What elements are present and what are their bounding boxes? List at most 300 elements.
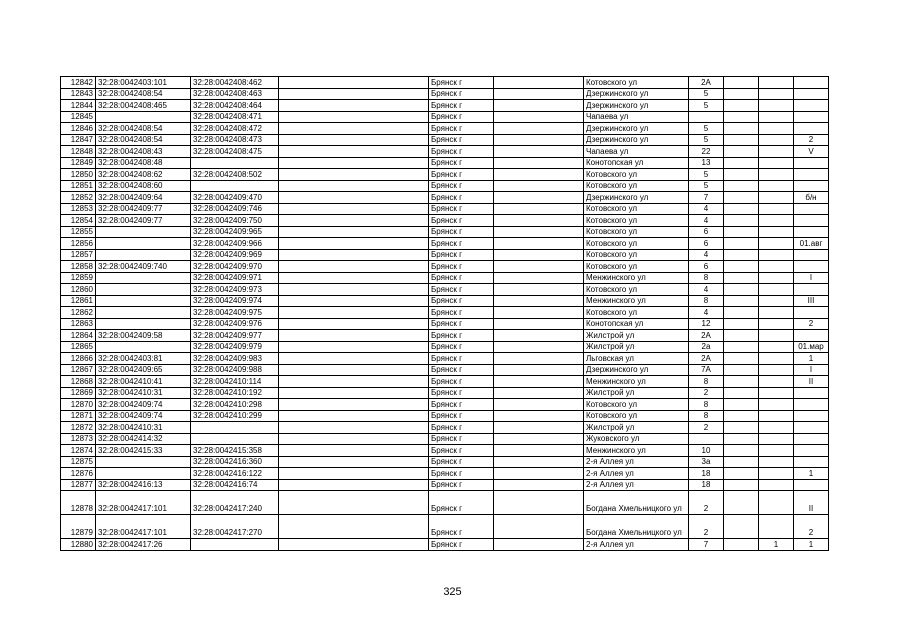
house-cell <box>689 111 724 123</box>
city-cell: Брянск г <box>429 376 494 388</box>
cadastral-number-cell: 32:28:0042409:58 <box>96 330 191 342</box>
street-cell: Котовского ул <box>584 249 689 261</box>
table-row <box>61 295 829 307</box>
empty-cell <box>724 284 759 296</box>
building-cell <box>759 399 794 411</box>
object-cadastral-number-cell: 32:28:0042416:74 <box>191 479 279 491</box>
empty-cell <box>494 387 584 399</box>
house-cell: 5 <box>689 169 724 181</box>
street-cell: Чапаева ул <box>584 146 689 158</box>
street-cell: Конотопская ул <box>584 318 689 330</box>
object-cadastral-number-cell: 32:28:0042417:240 <box>191 491 279 515</box>
flat-cell: I <box>794 272 829 284</box>
empty-cell <box>279 157 429 169</box>
table-row <box>61 272 829 284</box>
street-cell: Котовского ул <box>584 180 689 192</box>
city-cell: Брянск г <box>429 399 494 411</box>
house-cell: 8 <box>689 410 724 422</box>
flat-cell: 2 <box>794 134 829 146</box>
empty-cell <box>279 399 429 411</box>
empty-cell <box>494 491 584 515</box>
building-cell <box>759 192 794 204</box>
object-cadastral-number-cell: 32:28:0042408:502 <box>191 169 279 181</box>
object-cadastral-number-cell: 32:28:0042409:988 <box>191 364 279 376</box>
cadastral-number-cell <box>96 295 191 307</box>
empty-cell <box>724 341 759 353</box>
empty-cell <box>494 318 584 330</box>
empty-cell <box>494 226 584 238</box>
row-number-cell: 12880 <box>61 539 96 551</box>
empty-cell <box>279 111 429 123</box>
empty-cell <box>494 272 584 284</box>
row-number-cell: 12863 <box>61 318 96 330</box>
empty-cell <box>279 169 429 181</box>
table-row <box>61 192 829 204</box>
empty-cell <box>724 77 759 89</box>
building-cell <box>759 272 794 284</box>
house-cell: 4 <box>689 215 724 227</box>
table-row <box>61 88 829 100</box>
empty-cell <box>724 399 759 411</box>
empty-cell <box>724 364 759 376</box>
city-cell: Брянск г <box>429 468 494 480</box>
city-cell: Брянск г <box>429 445 494 457</box>
object-cadastral-number-cell: 32:28:0042415:358 <box>191 445 279 457</box>
empty-cell <box>724 387 759 399</box>
street-cell: Менжинского ул <box>584 295 689 307</box>
empty-cell <box>279 272 429 284</box>
empty-cell <box>279 307 429 319</box>
object-cadastral-number-cell <box>191 539 279 551</box>
flat-cell <box>794 456 829 468</box>
table-row <box>61 330 829 342</box>
empty-cell <box>494 364 584 376</box>
row-number-cell: 12858 <box>61 261 96 273</box>
object-cadastral-number-cell: 32:28:0042409:973 <box>191 284 279 296</box>
empty-cell <box>494 433 584 445</box>
row-number-cell: 12852 <box>61 192 96 204</box>
empty-cell <box>279 123 429 135</box>
city-cell: Брянск г <box>429 261 494 273</box>
cadastral-number-cell: 32:28:0042414:32 <box>96 433 191 445</box>
street-cell: Менжинского ул <box>584 445 689 457</box>
empty-cell <box>494 284 584 296</box>
empty-cell <box>279 134 429 146</box>
empty-cell <box>494 203 584 215</box>
empty-cell <box>279 226 429 238</box>
building-cell <box>759 146 794 158</box>
flat-cell: 2 <box>794 515 829 539</box>
flat-cell: 01.мар <box>794 341 829 353</box>
empty-cell <box>724 468 759 480</box>
house-cell: 2 <box>689 515 724 539</box>
row-number-cell: 12855 <box>61 226 96 238</box>
house-cell: 13 <box>689 157 724 169</box>
house-cell: 2 <box>689 491 724 515</box>
row-number-cell: 12875 <box>61 456 96 468</box>
house-cell: 6 <box>689 226 724 238</box>
city-cell: Брянск г <box>429 353 494 365</box>
empty-cell <box>494 330 584 342</box>
street-cell: Менжинского ул <box>584 272 689 284</box>
cadastral-number-cell: 32:28:0042409:74 <box>96 399 191 411</box>
empty-cell <box>724 157 759 169</box>
object-cadastral-number-cell: 32:28:0042409:971 <box>191 272 279 284</box>
cadastral-number-cell: 32:28:0042409:65 <box>96 364 191 376</box>
building-cell <box>759 307 794 319</box>
empty-cell <box>494 307 584 319</box>
city-cell: Брянск г <box>429 100 494 112</box>
object-cadastral-number-cell: 32:28:0042409:970 <box>191 261 279 273</box>
empty-cell <box>724 422 759 434</box>
house-cell: 5 <box>689 100 724 112</box>
cadastral-number-cell: 32:28:0042408:54 <box>96 88 191 100</box>
object-cadastral-number-cell: 32:28:0042408:475 <box>191 146 279 158</box>
table-row <box>61 307 829 319</box>
empty-cell <box>724 226 759 238</box>
object-cadastral-number-cell: 32:28:0042417:270 <box>191 515 279 539</box>
object-cadastral-number-cell: 32:28:0042409:974 <box>191 295 279 307</box>
row-number-cell: 12843 <box>61 88 96 100</box>
cadastral-number-cell: 32:28:0042403:81 <box>96 353 191 365</box>
page-number: 325 <box>443 586 462 598</box>
table-row <box>61 387 829 399</box>
city-cell: Брянск г <box>429 284 494 296</box>
street-cell: Котовского ул <box>584 215 689 227</box>
house-cell: 5 <box>689 123 724 135</box>
empty-cell <box>724 88 759 100</box>
city-cell: Брянск г <box>429 341 494 353</box>
flat-cell <box>794 261 829 273</box>
house-cell: 5 <box>689 88 724 100</box>
city-cell: Брянск г <box>429 192 494 204</box>
cadastral-number-cell <box>96 307 191 319</box>
flat-cell <box>794 111 829 123</box>
cadastral-number-cell <box>96 226 191 238</box>
house-cell: 7А <box>689 364 724 376</box>
flat-cell <box>794 100 829 112</box>
flat-cell: II <box>794 376 829 388</box>
object-cadastral-number-cell: 32:28:0042409:977 <box>191 330 279 342</box>
cadastral-number-cell: 32:28:0042408:54 <box>96 134 191 146</box>
building-cell <box>759 353 794 365</box>
empty-cell <box>494 111 584 123</box>
city-cell: Брянск г <box>429 238 494 250</box>
table-row <box>61 146 829 158</box>
house-cell: 8 <box>689 376 724 388</box>
table-row <box>61 410 829 422</box>
object-cadastral-number-cell: 32:28:0042410:298 <box>191 399 279 411</box>
cadastral-number-cell <box>96 272 191 284</box>
flat-cell: 1 <box>794 539 829 551</box>
empty-cell <box>494 88 584 100</box>
empty-cell <box>724 479 759 491</box>
street-cell: Дзержинского ул <box>584 364 689 376</box>
building-cell <box>759 157 794 169</box>
row-number-cell: 12864 <box>61 330 96 342</box>
empty-cell <box>494 180 584 192</box>
city-cell: Брянск г <box>429 456 494 468</box>
empty-cell <box>279 238 429 250</box>
object-cadastral-number-cell: 32:28:0042408:471 <box>191 111 279 123</box>
flat-cell <box>794 422 829 434</box>
empty-cell <box>724 491 759 515</box>
city-cell: Брянск г <box>429 295 494 307</box>
table-row <box>61 123 829 135</box>
building-cell <box>759 318 794 330</box>
object-cadastral-number-cell: 32:28:0042409:983 <box>191 353 279 365</box>
table-row <box>61 364 829 376</box>
registry-table <box>60 76 829 551</box>
object-cadastral-number-cell: 32:28:0042409:470 <box>191 192 279 204</box>
cadastral-number-cell: 32:28:0042409:77 <box>96 215 191 227</box>
building-cell <box>759 468 794 480</box>
flat-cell: 1 <box>794 353 829 365</box>
building-cell <box>759 364 794 376</box>
building-cell <box>759 77 794 89</box>
table-row <box>61 399 829 411</box>
empty-cell <box>279 180 429 192</box>
cadastral-number-cell <box>96 318 191 330</box>
street-cell: 2-я Аллея ул <box>584 456 689 468</box>
empty-cell <box>724 539 759 551</box>
row-number-cell: 12861 <box>61 295 96 307</box>
city-cell: Брянск г <box>429 226 494 238</box>
city-cell: Брянск г <box>429 180 494 192</box>
empty-cell <box>279 215 429 227</box>
building-cell <box>759 226 794 238</box>
row-number-cell: 12876 <box>61 468 96 480</box>
empty-cell <box>724 261 759 273</box>
house-cell: 8 <box>689 295 724 307</box>
row-number-cell: 12873 <box>61 433 96 445</box>
empty-cell <box>724 515 759 539</box>
house-cell: 12 <box>689 318 724 330</box>
table-row <box>61 157 829 169</box>
empty-cell <box>279 491 429 515</box>
table-row <box>61 215 829 227</box>
empty-cell <box>279 376 429 388</box>
house-cell: 7 <box>689 539 724 551</box>
empty-cell <box>279 284 429 296</box>
street-cell: Котовского ул <box>584 238 689 250</box>
row-number-cell: 12851 <box>61 180 96 192</box>
flat-cell <box>794 284 829 296</box>
city-cell: Брянск г <box>429 318 494 330</box>
building-cell <box>759 238 794 250</box>
flat-cell <box>794 399 829 411</box>
house-cell: 4 <box>689 249 724 261</box>
cadastral-number-cell <box>96 468 191 480</box>
flat-cell <box>794 249 829 261</box>
street-cell: Менжинского ул <box>584 376 689 388</box>
street-cell: Дзержинского ул <box>584 123 689 135</box>
row-number-cell: 12868 <box>61 376 96 388</box>
city-cell: Брянск г <box>429 364 494 376</box>
cadastral-number-cell: 32:28:0042417:101 <box>96 515 191 539</box>
object-cadastral-number-cell: 32:28:0042416:360 <box>191 456 279 468</box>
table-row <box>61 456 829 468</box>
empty-cell <box>494 468 584 480</box>
house-cell: 2а <box>689 341 724 353</box>
city-cell: Брянск г <box>429 203 494 215</box>
flat-cell: б/н <box>794 192 829 204</box>
empty-cell <box>279 100 429 112</box>
object-cadastral-number-cell: 32:28:0042409:750 <box>191 215 279 227</box>
empty-cell <box>279 456 429 468</box>
city-cell: Брянск г <box>429 479 494 491</box>
house-cell: 4 <box>689 284 724 296</box>
street-cell: 2-я Аллея ул <box>584 479 689 491</box>
table-row <box>61 77 829 89</box>
cadastral-number-cell: 32:28:0042409:74 <box>96 410 191 422</box>
street-cell: Котовского ул <box>584 410 689 422</box>
flat-cell <box>794 387 829 399</box>
city-cell: Брянск г <box>429 77 494 89</box>
flat-cell: 1 <box>794 468 829 480</box>
house-cell: 18 <box>689 479 724 491</box>
row-number-cell: 12844 <box>61 100 96 112</box>
table-row <box>61 284 829 296</box>
table-row <box>61 491 829 515</box>
street-cell: Льговская ул <box>584 353 689 365</box>
house-cell <box>689 433 724 445</box>
flat-cell <box>794 157 829 169</box>
object-cadastral-number-cell <box>191 157 279 169</box>
empty-cell <box>724 307 759 319</box>
object-cadastral-number-cell: 32:28:0042410:299 <box>191 410 279 422</box>
empty-cell <box>494 399 584 411</box>
city-cell: Брянск г <box>429 272 494 284</box>
street-cell: Конотопская ул <box>584 157 689 169</box>
street-cell: Дзержинского ул <box>584 100 689 112</box>
flat-cell <box>794 88 829 100</box>
house-cell: 10 <box>689 445 724 457</box>
row-number-cell: 12846 <box>61 123 96 135</box>
empty-cell <box>279 261 429 273</box>
empty-cell <box>494 376 584 388</box>
row-number-cell: 12856 <box>61 238 96 250</box>
flat-cell <box>794 330 829 342</box>
empty-cell <box>724 272 759 284</box>
empty-cell <box>724 249 759 261</box>
table-row <box>61 261 829 273</box>
empty-cell <box>494 146 584 158</box>
empty-cell <box>724 353 759 365</box>
flat-cell <box>794 410 829 422</box>
object-cadastral-number-cell: 32:28:0042409:966 <box>191 238 279 250</box>
empty-cell <box>724 445 759 457</box>
street-cell: Котовского ул <box>584 169 689 181</box>
empty-cell <box>494 353 584 365</box>
table-row <box>61 238 829 250</box>
flat-cell: V <box>794 146 829 158</box>
object-cadastral-number-cell: 32:28:0042408:472 <box>191 123 279 135</box>
empty-cell <box>724 238 759 250</box>
cadastral-number-cell: 32:28:0042410:31 <box>96 422 191 434</box>
house-cell: 2 <box>689 422 724 434</box>
empty-cell <box>724 169 759 181</box>
city-cell: Брянск г <box>429 249 494 261</box>
row-number-cell: 12850 <box>61 169 96 181</box>
empty-cell <box>724 134 759 146</box>
house-cell: 8 <box>689 272 724 284</box>
object-cadastral-number-cell: 32:28:0042408:473 <box>191 134 279 146</box>
building-cell <box>759 387 794 399</box>
city-cell: Брянск г <box>429 410 494 422</box>
city-cell: Брянск г <box>429 146 494 158</box>
empty-cell <box>494 341 584 353</box>
table-row <box>61 479 829 491</box>
building-cell <box>759 180 794 192</box>
empty-cell <box>724 100 759 112</box>
street-cell: Котовского ул <box>584 284 689 296</box>
city-cell: Брянск г <box>429 111 494 123</box>
table-row <box>61 515 829 539</box>
empty-cell <box>279 387 429 399</box>
street-cell: Жилстрой ул <box>584 387 689 399</box>
object-cadastral-number-cell: 32:28:0042409:969 <box>191 249 279 261</box>
empty-cell <box>494 77 584 89</box>
table-row <box>61 468 829 480</box>
empty-cell <box>494 192 584 204</box>
building-cell <box>759 123 794 135</box>
empty-cell <box>724 433 759 445</box>
row-number-cell: 12871 <box>61 410 96 422</box>
empty-cell <box>724 111 759 123</box>
cadastral-number-cell: 32:28:0042415:33 <box>96 445 191 457</box>
cadastral-number-cell: 32:28:0042409:64 <box>96 192 191 204</box>
empty-cell <box>279 353 429 365</box>
empty-cell <box>279 88 429 100</box>
object-cadastral-number-cell: 32:28:0042408:462 <box>191 77 279 89</box>
house-cell: 4 <box>689 307 724 319</box>
empty-cell <box>279 364 429 376</box>
empty-cell <box>494 215 584 227</box>
flat-cell <box>794 445 829 457</box>
cadastral-number-cell <box>96 249 191 261</box>
building-cell <box>759 479 794 491</box>
cadastral-number-cell: 32:28:0042417:101 <box>96 491 191 515</box>
flat-cell <box>794 123 829 135</box>
empty-cell <box>724 146 759 158</box>
cadastral-number-cell: 32:28:0042408:62 <box>96 169 191 181</box>
row-number-cell: 12878 <box>61 491 96 515</box>
cadastral-number-cell <box>96 456 191 468</box>
empty-cell <box>279 515 429 539</box>
empty-cell <box>724 180 759 192</box>
empty-cell <box>494 157 584 169</box>
empty-cell <box>494 261 584 273</box>
building-cell <box>759 410 794 422</box>
row-number-cell: 12874 <box>61 445 96 457</box>
row-number-cell: 12845 <box>61 111 96 123</box>
street-cell: Жуковского ул <box>584 433 689 445</box>
street-cell: Котовского ул <box>584 77 689 89</box>
flat-cell <box>794 307 829 319</box>
empty-cell <box>494 410 584 422</box>
object-cadastral-number-cell <box>191 422 279 434</box>
building-cell <box>759 491 794 515</box>
building-cell <box>759 376 794 388</box>
city-cell: Брянск г <box>429 88 494 100</box>
object-cadastral-number-cell <box>191 180 279 192</box>
flat-cell: I <box>794 364 829 376</box>
house-cell: 4 <box>689 203 724 215</box>
row-number-cell: 12857 <box>61 249 96 261</box>
object-cadastral-number-cell: 32:28:0042409:979 <box>191 341 279 353</box>
row-number-cell: 12849 <box>61 157 96 169</box>
